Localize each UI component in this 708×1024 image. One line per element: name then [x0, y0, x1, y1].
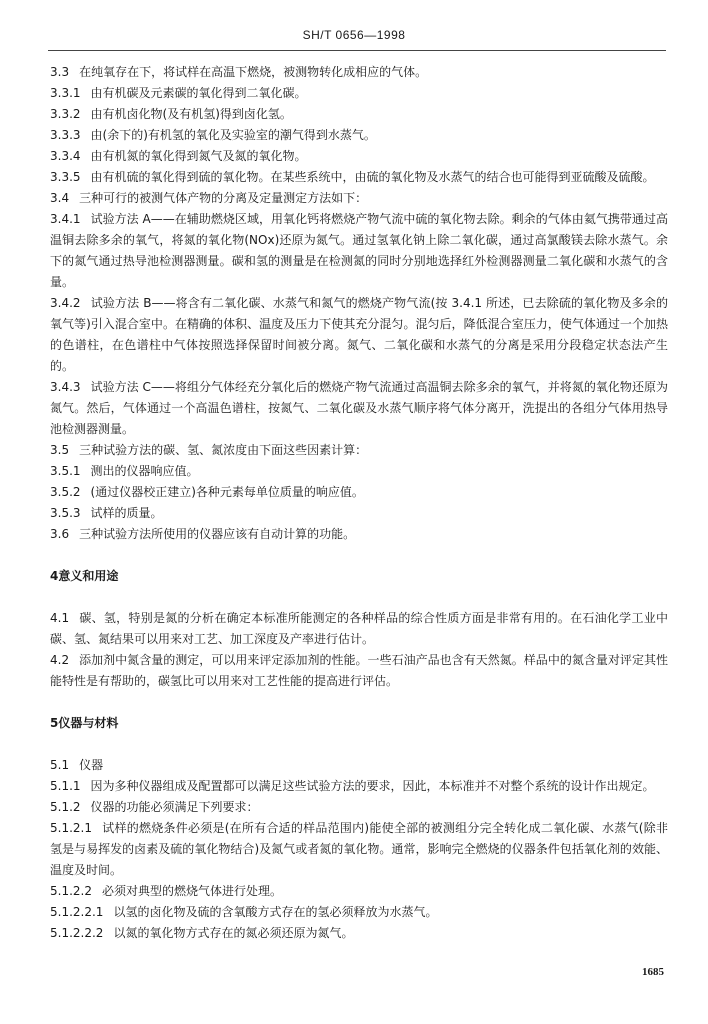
clause-paragraph — [50, 440, 668, 461]
clause-text: 因为多种仪器组成及配置都可以满足这些试验方法的要求，因此，本标准并不对整个系统的设计作出规定。 — [90, 779, 655, 793]
clause-number: 5.1.2.2.2 — [50, 926, 104, 940]
section-heading — [50, 566, 668, 587]
clause-paragraph — [50, 923, 668, 944]
spacer — [50, 587, 668, 608]
clause-text: 在纯氧存在下，将试样在高温下燃烧，被测物转化成相应的气体。 — [79, 65, 428, 79]
clause-text: 仪器与材料 — [58, 716, 119, 730]
clause-text: 仪器 — [79, 758, 104, 772]
clause-paragraph — [50, 524, 668, 545]
spacer — [50, 692, 668, 713]
clause-number: 3.5 — [50, 443, 70, 457]
clause-paragraph — [50, 146, 668, 167]
clause-text: 由有机氮的氧化得到氮气及氮的氧化物。 — [90, 149, 307, 163]
spacer — [50, 545, 668, 566]
clause-paragraph — [50, 461, 668, 482]
clause-text: 由(余下的)有机氢的氧化及实验室的潮气得到水蒸气。 — [90, 128, 376, 142]
clause-number: 5.1.2.2 — [50, 884, 92, 898]
clause-text: 由有机硫的氧化得到硫的氧化物。在某些系统中，由硫的氧化物及水蒸气的结合也可能得到亚硫酸及硫酸。 — [90, 170, 655, 184]
clause-paragraph — [50, 209, 668, 293]
clause-text: 三种可行的被测气体产物的分离及定量测定方法如下： — [79, 191, 368, 205]
clause-number: 3.5.2 — [50, 485, 81, 499]
clause-number: 3.4.2 — [50, 296, 81, 310]
clause-number: 3.5.3 — [50, 506, 81, 520]
clause-number: 4.2 — [50, 653, 70, 667]
clause-number: 5.1.1 — [50, 779, 81, 793]
clause-text: 仪器的功能必须满足下列要求： — [90, 800, 259, 814]
clause-number: 5.1.2.1 — [50, 821, 92, 835]
clause-paragraph — [50, 377, 668, 440]
document-header — [0, 28, 708, 42]
clause-text: 试验方法 A——在辅助燃烧区域，用氧化钙将燃烧产物气流中硫的氧化物去除。剩余的气体由氦气携带通过高温铜去除多余的氧气，将氮的氧化物(NOx)还原为氮气。通过氢氧化钠上除二氧化碳，通过高氯酸镁去除水蒸气。余下的氮气通过热导池检测器测量。碳和氢的测量是在检测氮的同时分别地选择红外检测器测量二氧化碳和水蒸气的含量。 — [50, 212, 668, 289]
clause-text: 以氢的卤化物及硫的含氧酸方式存在的氢必须释放为水蒸气。 — [113, 905, 438, 919]
clause-text: 意义和用途 — [58, 569, 119, 583]
clause-text: 三种试验方法的碳、氢、氮浓度由下面这些因素计算： — [79, 443, 368, 457]
section-heading — [50, 713, 668, 734]
clause-number: 3.3.5 — [50, 170, 81, 184]
clause-paragraph — [50, 818, 668, 881]
clause-text: 试验方法 C——将组分气体经充分氧化后的燃烧产物气流通过高温铜去除多余的氧气，并将氮的氧化物还原为氮气。然后，气体通过一个高温色谱柱，按氮气、二氧化碳及水蒸气顺序将气体分离开，洗提出的各组分气体用热导池检测器测量。 — [50, 380, 668, 436]
clause-number: 3.3.2 — [50, 107, 81, 121]
clause-paragraph — [50, 293, 668, 377]
clause-text: 添加剂中氮含量的测定，可以用来评定添加剂的性能。一些石油产品也含有天然氮。样品中的氮含量对评定其性能特性是有帮助的，碳氢比可以用来对工艺性能的提高进行评估。 — [50, 653, 668, 688]
clause-number: 4.1 — [50, 611, 70, 625]
clause-paragraph — [50, 797, 668, 818]
clause-number: 4 — [50, 569, 59, 583]
clause-paragraph — [50, 167, 668, 188]
clause-paragraph — [50, 776, 668, 797]
clause-text: 以氮的氧化物方式存在的氮必须还原为氮气。 — [113, 926, 354, 940]
clause-text: 碳、氢，特别是氮的分析在确定本标准所能测定的各种样品的综合性质方面是非常有用的。在石油化学工业中碳、氢、氮结果可以用来对工艺、加工深度及产率进行估计。 — [50, 611, 668, 646]
clause-number: 3.5.1 — [50, 464, 81, 478]
clause-text: 由有机碳及元素碳的氧化得到二氧化碳。 — [90, 86, 307, 100]
clause-paragraph — [50, 608, 668, 650]
spacer — [50, 734, 668, 755]
clause-number: 5.1.2.2.1 — [50, 905, 104, 919]
clause-number: 5.1.2 — [50, 800, 81, 814]
clause-text: 三种试验方法所使用的仪器应该有自动计算的功能。 — [79, 527, 356, 541]
clause-paragraph — [50, 104, 668, 125]
clause-text: 试验方法 B——将含有二氧化碳、水蒸气和氮气的燃烧产物气流(按 3.4.1 所述，已去除硫的氧化物及多余的氧气等)引入混合室中。在精确的体积、温度及压力下使其充分混匀。混匀后，降低混合室压力，使气体通过一个加热的色谱柱，在色谱柱中气体按照选择保留时间被分离。氮气、二氧化碳和水蒸气的分离是采用分段稳定状态法产生的。 — [50, 296, 668, 373]
header-divider — [48, 50, 666, 51]
clause-text: (通过仪器校正建立)各种元素每单位质量的响应值。 — [90, 485, 364, 499]
clause-text: 试样的燃烧条件必须是(在所有合适的样品范围内)能使全部的被测组分完全转化成二氧化碳、水蒸气(除非氢是与易挥发的卤素及硫的氧化物结合)及氮气或者氮的氧化物。通常，影响完全燃烧的仪器条件包括氧化剂的效能、温度及时间。 — [50, 821, 668, 877]
clause-paragraph — [50, 83, 668, 104]
clause-paragraph — [50, 881, 668, 902]
clause-paragraph — [50, 650, 668, 692]
clause-number: 3.3.1 — [50, 86, 81, 100]
clause-text: 由有机卤化物(及有机氢)得到卤化氢。 — [90, 107, 292, 121]
clause-paragraph — [50, 125, 668, 146]
document-body — [50, 62, 668, 944]
clause-number: 3.3 — [50, 65, 70, 79]
clause-number: 5.1 — [50, 758, 70, 772]
clause-text: 必须对典型的燃烧气体进行处理。 — [101, 884, 282, 898]
clause-text: 测出的仪器响应值。 — [90, 464, 199, 478]
clause-paragraph — [50, 188, 668, 209]
clause-text: 试样的质量。 — [90, 506, 163, 520]
clause-number: 3.3.4 — [50, 149, 81, 163]
clause-paragraph — [50, 62, 668, 83]
clause-number: 3.6 — [50, 527, 70, 541]
clause-paragraph — [50, 755, 668, 776]
clause-paragraph — [50, 902, 668, 923]
clause-paragraph — [50, 482, 668, 503]
page-number: 1685 — [642, 966, 664, 978]
clause-number: 5 — [50, 716, 59, 730]
clause-number: 3.4.3 — [50, 380, 81, 394]
clause-number: 3.4 — [50, 191, 70, 205]
clause-number: 3.3.3 — [50, 128, 81, 142]
clause-paragraph — [50, 503, 668, 524]
standard-code: SH/T 0656—1998 — [302, 28, 406, 42]
clause-number: 3.4.1 — [50, 212, 81, 226]
